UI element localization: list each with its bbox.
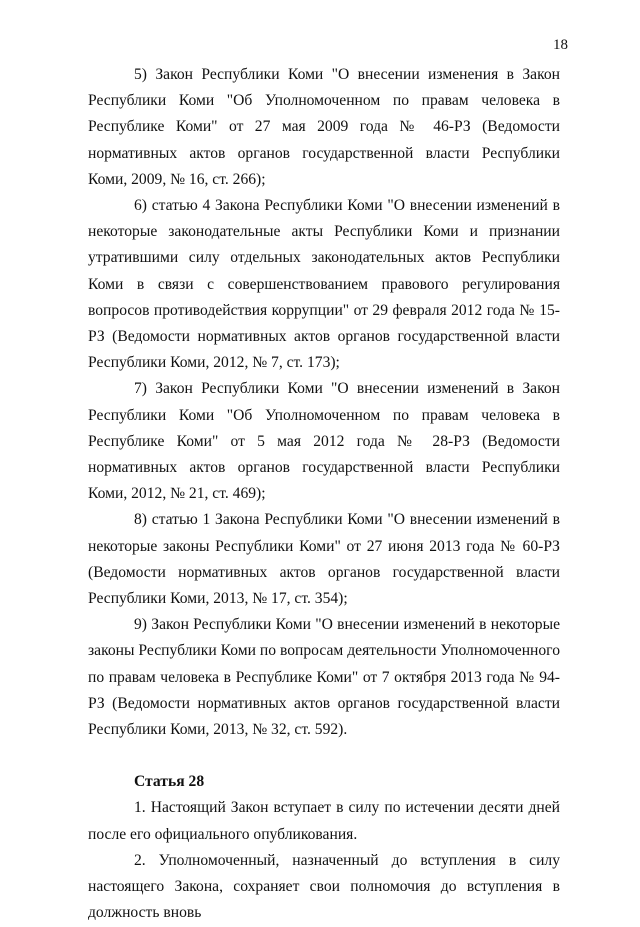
list-item-5: 5) Закон Республики Коми "О внесении изменения в Закон Республики Коми "Об Уполномоченном по правам человека в Республике Коми" от 27 мая 2009 года № 46-РЗ (Ведомости нормативных актов органов государственной власти Республики Коми, 2009, № 16, ст. 266);	[88, 66, 560, 188]
article-paragraph-2: 2. Уполномоченный, назначенный до вступления в силу настоящего Закона, сохраняет свои полномочия до вступления в должность вновь	[88, 851, 560, 922]
document-body	[88, 62, 560, 927]
list-item-6: 6) статью 4 Закона Республики Коми "О внесении изменений в некоторые законодательные акты Республики Коми и признании утратившими силу отдельных законодательных актов Республики Коми в связи с совершенствованием правового регулирования вопросов противодействия коррупции" от 29 февраля 2012 года № 15-РЗ (Ведомости нормативных актов органов государственной власти Республики Коми, 2012, № 7, ст. 173);	[88, 197, 560, 372]
list-item-9: 9) Закон Республики Коми "О внесении изменений в некоторые законы Республики Коми по вопросам деятельности Уполномоченного по правам человека в Республике Коми" от 7 октября 2013 года № 94-РЗ (Ведомости нормативных актов органов государственной власти Республики Коми, 2013, № 32, ст. 592).	[88, 616, 560, 739]
article-paragraph-1: 1. Настоящий Закон вступает в силу по истечении десяти дней после его официального опубликования.	[88, 799, 560, 843]
list-item-7: 7) Закон Республики Коми "О внесении изменений в Закон Республики Коми "Об Уполномоченном по правам человека в Республике Коми" от 5 мая 2012 года № 28-РЗ (Ведомости нормативных актов органов государственной власти Республики Коми, 2012, № 21, ст. 469);	[88, 380, 560, 503]
article-heading: Статья 28	[134, 773, 205, 791]
page-number: 18	[553, 37, 568, 53]
list-item-8: 8) статью 1 Закона Республики Коми "О внесении изменений в некоторые законы Республики Коми" от 27 июня 2013 года № 60-РЗ (Ведомости нормативных актов органов государственной власти Республики Коми, 2013, № 17, ст. 354);	[88, 511, 560, 608]
